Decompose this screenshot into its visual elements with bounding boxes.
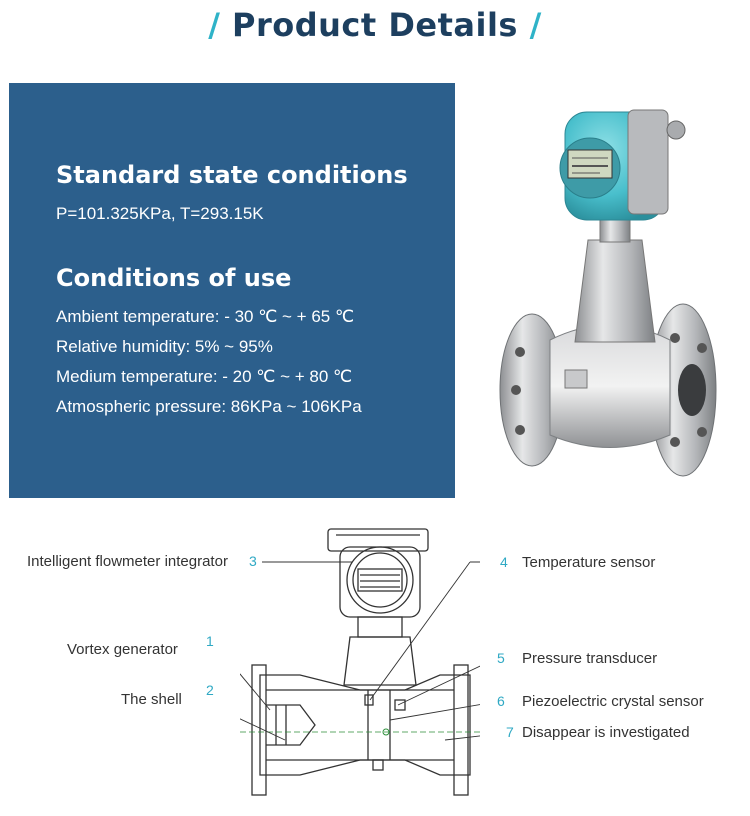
standard-state-heading: Standard state conditions — [56, 161, 408, 189]
label-intelligent-integrator: Intelligent flowmeter integrator — [27, 553, 228, 570]
label-piezoelectric-sensor: Piezoelectric crystal sensor — [522, 693, 704, 710]
condition-atmospheric-pressure: Atmospheric pressure: 86KPa ~ 106KPa — [56, 397, 362, 416]
callout-number-4: 4 — [500, 554, 508, 570]
flowmeter-cross-section-diagram — [240, 525, 480, 805]
page-title — [0, 6, 750, 44]
condition-relative-humidity: Relative humidity: 5% ~ 95% — [56, 337, 273, 356]
conditions-of-use-heading: Conditions of use — [56, 264, 292, 292]
label-disappear-investigated: Disappear is investigated — [522, 724, 690, 741]
conditions-panel — [9, 83, 455, 498]
callout-number-1: 1 — [206, 633, 214, 649]
callout-number-2: 2 — [206, 682, 214, 698]
label-temperature-sensor: Temperature sensor — [522, 554, 656, 571]
label-pressure-transducer: Pressure transducer — [522, 650, 658, 667]
callout-number-7: 7 — [506, 724, 514, 740]
flowmeter-product-image — [470, 90, 740, 490]
title-slash-left: / — [208, 6, 221, 44]
callout-number-5: 5 — [497, 650, 505, 666]
callout-number-6: 6 — [497, 693, 505, 709]
standard-state-value: P=101.325KPa, T=293.15K — [56, 204, 264, 223]
condition-ambient-temperature: Ambient temperature: - 30 ℃ ~ + 65 ℃ — [56, 307, 355, 326]
label-the-shell: The shell — [121, 691, 182, 708]
title-slash-right: / — [529, 6, 542, 44]
label-vortex-generator: Vortex generator — [67, 641, 178, 658]
condition-medium-temperature: Medium temperature: - 20 ℃ ~ + 80 ℃ — [56, 367, 353, 386]
page-title-text: Product Details — [232, 6, 518, 44]
callout-number-3: 3 — [249, 553, 257, 569]
